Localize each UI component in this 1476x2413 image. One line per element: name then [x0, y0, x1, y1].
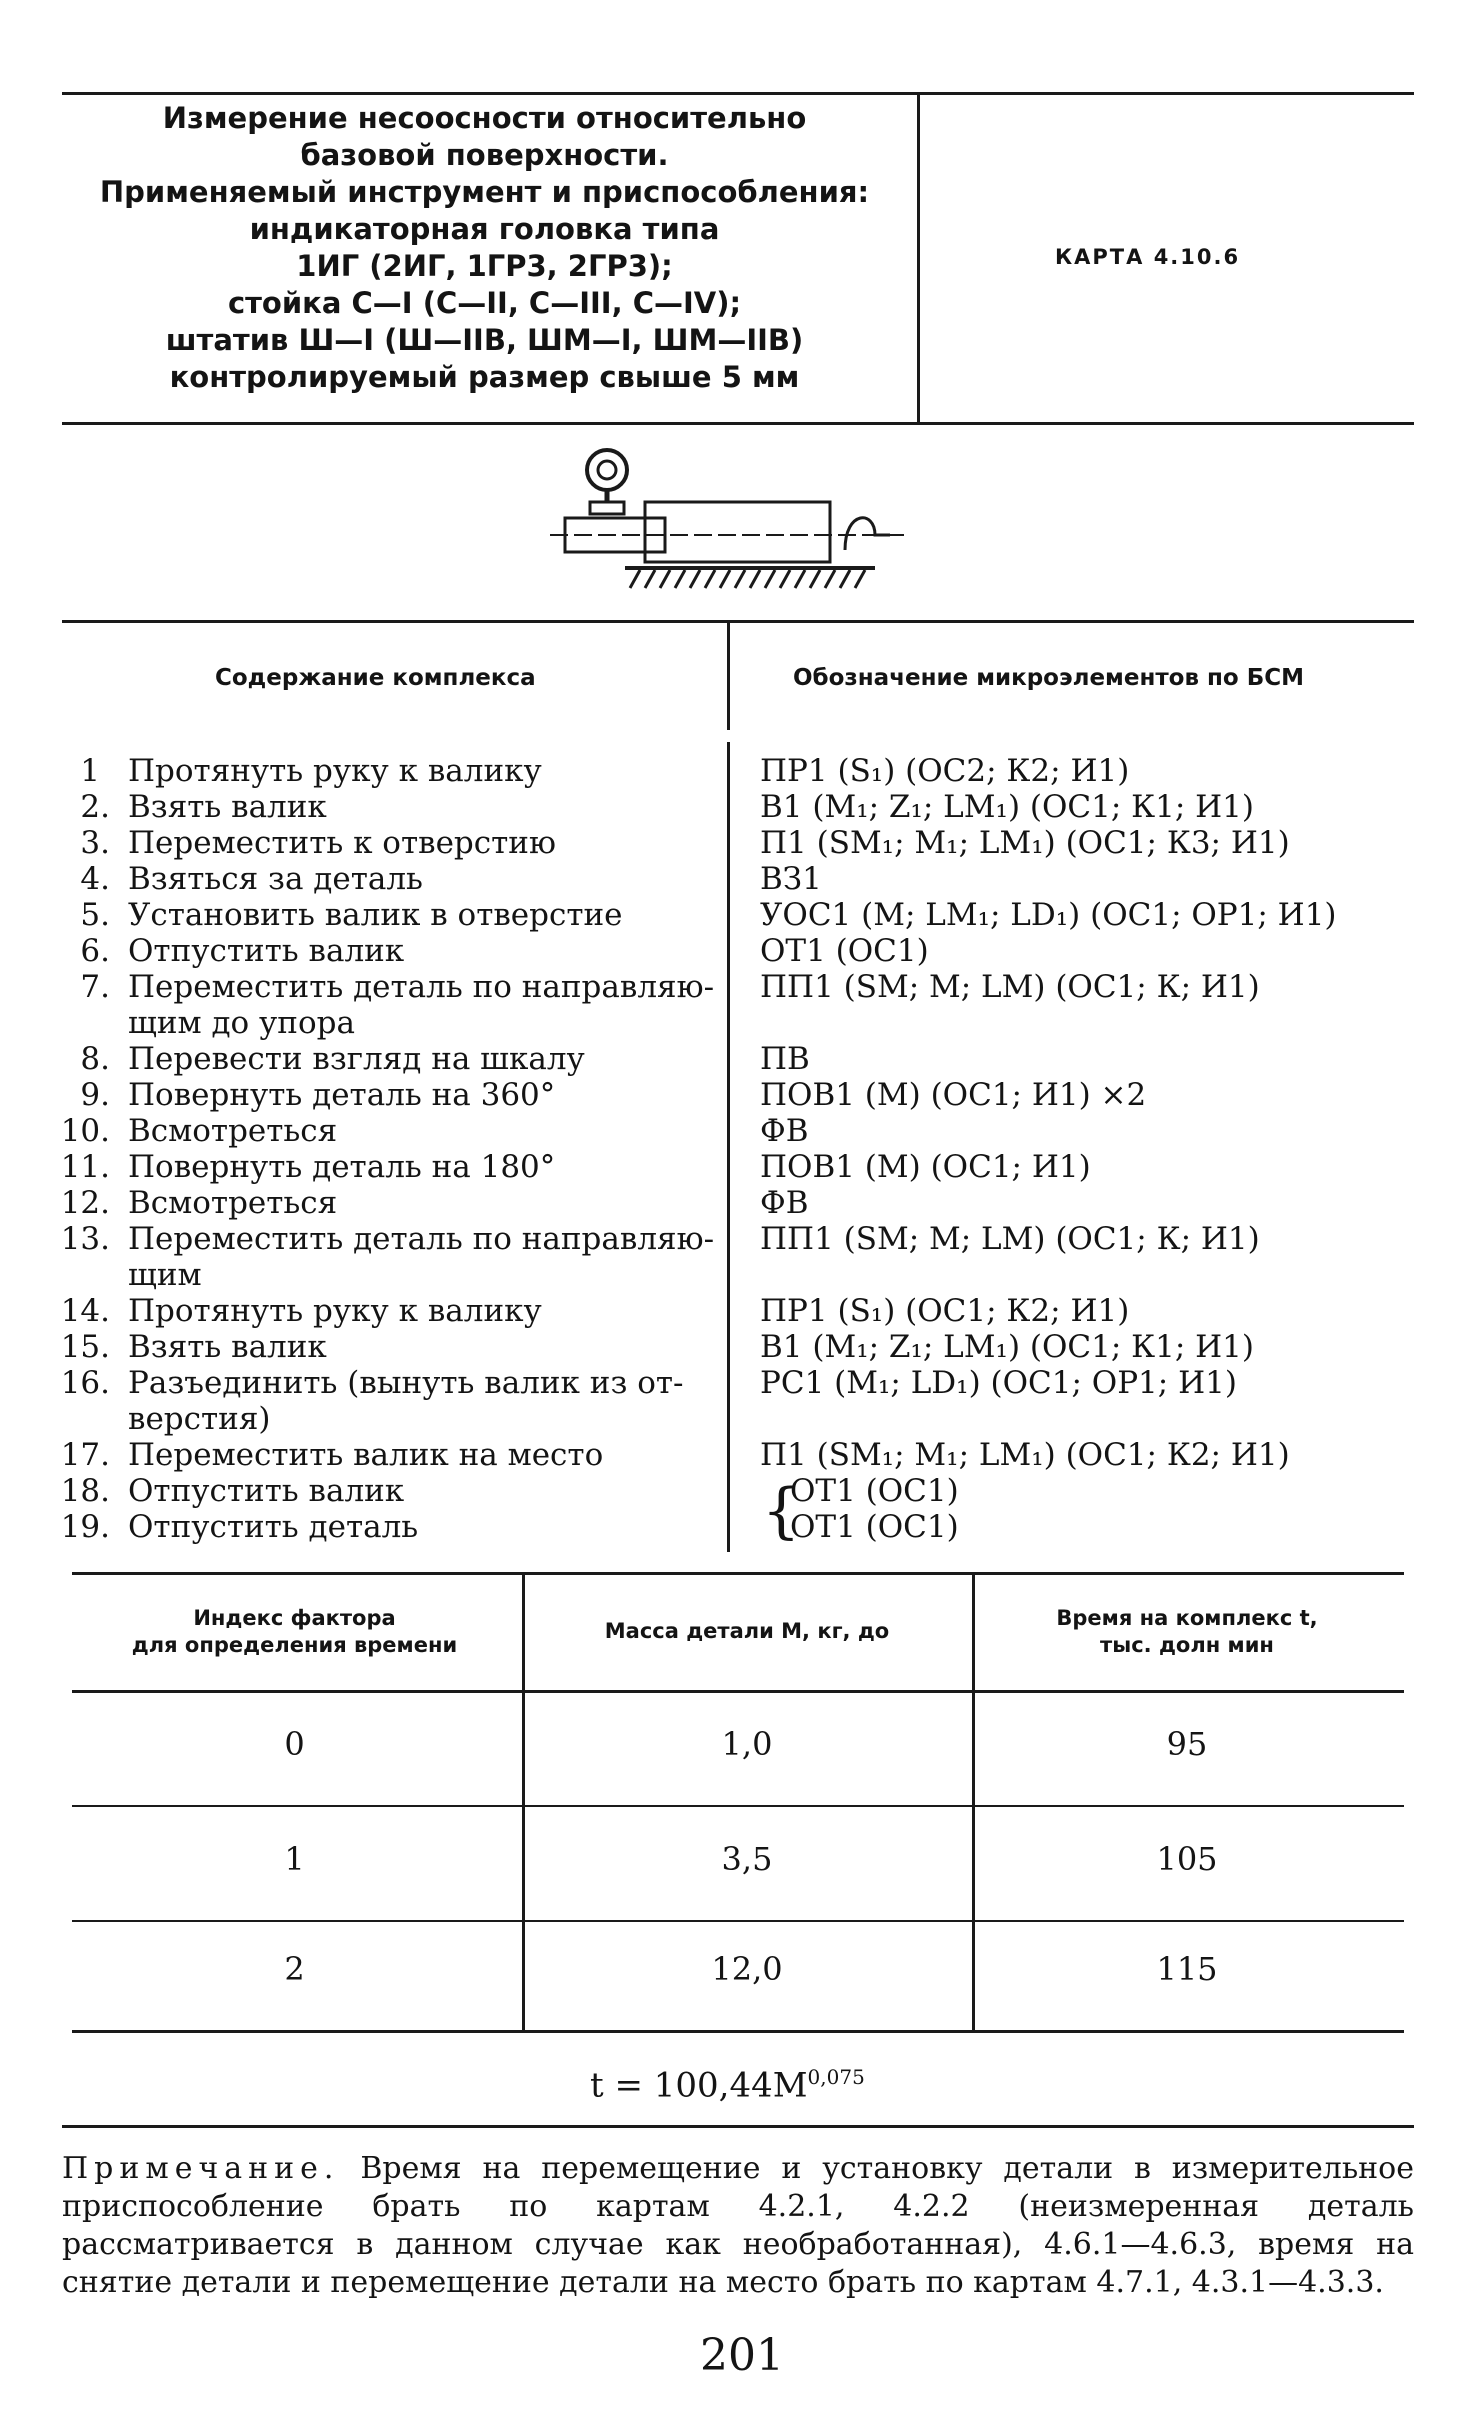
note-label: Примечание. [62, 2151, 340, 2186]
title-line: индикаторная головка типа [249, 212, 720, 246]
column-header-content: Содержание комплекса [215, 665, 536, 691]
indicator-gauge-icon [587, 450, 627, 490]
formula-rule [62, 2125, 1414, 2128]
table-row-rule [72, 1805, 1404, 1807]
table-cell: 115 [1156, 1950, 1218, 1988]
top-rule [62, 92, 1414, 95]
part-shape [645, 502, 830, 562]
columns-divider-lower [727, 742, 730, 1552]
measurement-sketch [545, 440, 925, 590]
table-cell: 95 [1166, 1725, 1208, 1763]
title-line: базовой поверхности. [300, 138, 669, 172]
title-line: контролируемый размер свыше 5 мм [169, 360, 800, 394]
title-line: стойка С—I (С—II, С—III, С—IV); [227, 286, 742, 320]
table-cell: 2 [284, 1950, 305, 1988]
header-title [62, 100, 907, 396]
list-item-continuation: верстия) [128, 1401, 271, 1437]
title-line: штатив Ш—I (Ш—IIВ, ШМ—I, ШМ—IIВ) [165, 323, 804, 357]
table-cell: 12,0 [711, 1950, 783, 1988]
table-cell: 1 [284, 1840, 305, 1878]
page-number: 201 [700, 2330, 784, 2381]
card-number: КАРТА 4.10.6 [1055, 245, 1241, 269]
table-cell: 105 [1156, 1840, 1218, 1878]
table-divider-1 [522, 1575, 525, 2030]
header-bottom-rule [62, 422, 1414, 425]
table-header-time: Время на комплекс t, тыс. долн мин [1056, 1606, 1318, 1657]
list-item-continuation: щим до упора [128, 1005, 355, 1041]
header-divider [917, 95, 920, 422]
columns-top-rule [62, 620, 1414, 623]
table-cell: 0 [284, 1725, 305, 1763]
note-text: Время на перемещение и установку детали в измерительное приспособление брать по картам 4.2.1, 4.2.2 (неизмеренная деталь рассматривается в данном случае как необработанная), 4.6.1—4.6.3, время на снятие детали и перемещение детали на место брать по картам 4.7.1, 4.3.1—4.3.3. [62, 2151, 1414, 2300]
table-divider-2 [972, 1575, 975, 2030]
table-header-index: Индекс фактора для определения времени [131, 1606, 458, 1657]
table-top-rule [72, 1572, 1404, 1575]
columns-divider [727, 622, 730, 730]
note [62, 2150, 1414, 2302]
table-cell: 1,0 [721, 1725, 773, 1763]
title-line: Измерение несоосности относительно [162, 101, 807, 135]
column-header-codes: Обозначение микроэлементов по БСМ [793, 665, 1305, 691]
list-item-continuation: щим [128, 1257, 202, 1293]
brace-icon: { [762, 1476, 801, 1546]
title-line: 1ИГ (2ИГ, 1ГР3, 2ГР3); [296, 249, 673, 283]
table-row-rule [72, 1920, 1404, 1922]
formula: $t = 100,44M^{0,075}$ [590, 2065, 865, 2106]
table-bottom-rule [72, 2030, 1404, 2033]
table-header-rule [72, 1690, 1404, 1693]
table-header-mass: Масса детали М, кг, до [604, 1619, 890, 1643]
title-line: Применяемый инструмент и приспособления: [99, 175, 870, 209]
table-cell: 3,5 [721, 1840, 773, 1878]
